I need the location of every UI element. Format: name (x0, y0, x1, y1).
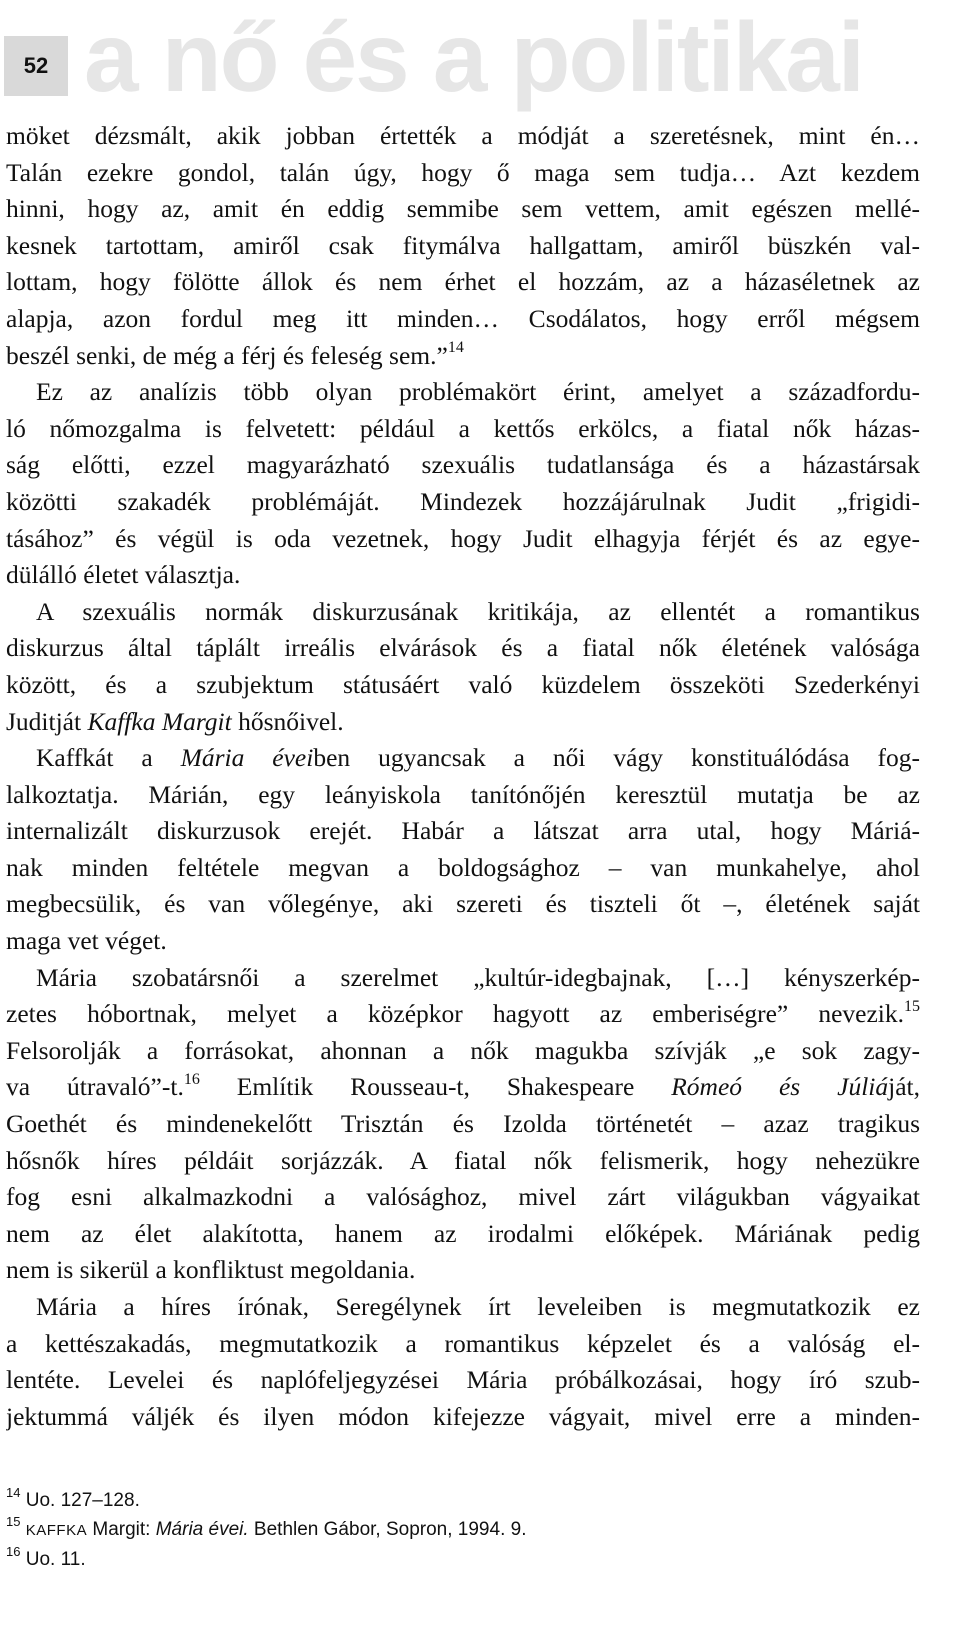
text-line: lottam, hogy fölötte állok és nem érhet el hozzám, az a házaséletnek az (6, 267, 920, 297)
text-line: megbecsülik, és van vőlegénye, aki szereti és tiszteli őt –, életének saját (6, 889, 920, 919)
text-line: ság előtti, ezzel magyarázható szexuális tudatlansága és a házastársak (6, 450, 920, 480)
footnotes (6, 1486, 920, 1574)
italic-title: Rómeó és Júliá (671, 1072, 889, 1102)
text-line: alapja, azon fordul meg itt minden… Csodálatos, hogy erről mégsem (6, 303, 920, 333)
text-line: beszél senki, de még a férj és feleség sem.”$^{14}$ (6, 339, 464, 370)
text-line: nak minden feltétele megvan a boldogsághoz – van munkahelye, ahol (6, 852, 920, 882)
text-line: internalizált diskurzusok erejét. Habár a látszat arra utal, hogy Máriá- (6, 816, 920, 846)
running-head: a nő és a politikai (84, 2, 863, 112)
text-line: tásához” és végül is oda vezetnek, hogy Judit elhagyja férjét és az egye- (6, 523, 920, 553)
text-line: ló nőmozgalma is felvetett: például a kettős erkölcs, a fiatal nők házas- (6, 413, 920, 443)
text-line: diskurzus által táplált irreális elvárások és a fiatal nők életének valósága (6, 633, 920, 663)
text-line: zetes hóbortnak, melyet a középkor hagyott az emberiségre” nevezik.$^{15}$ (6, 997, 920, 1029)
text-line: Kaffkát a Mária éveiben ugyancsak a női vágy konstituálódása fog- (36, 743, 920, 773)
text-line: va útravaló”-t.$^{16}$ Említik Rousseau-t, Shakespeare Rómeó és Júliáját, (6, 1070, 920, 1102)
text-line: Ez az analízis több olyan problémakört érint, amelyet a századfordu- (36, 377, 920, 407)
body-text (6, 118, 920, 1435)
footnote: $^{16}$ Uo. 11. (6, 1543, 86, 1570)
text-line: közötti szakadék problémáját. Mindezek hozzájárulnak Judit „frigidi- (6, 486, 920, 516)
text-line: lalkoztatja. Márián, egy leányiskola tanítónőjén keresztül mutatja be az (6, 779, 920, 809)
footnote-number: 15 (6, 1513, 21, 1529)
footnote-ref: 16 (183, 1070, 200, 1088)
italic-title: Mária évei (180, 743, 314, 773)
text-line: Goethét és mindenekelőtt Trisztán és Izolda történetét – azaz tragikus (6, 1109, 920, 1139)
text-line: között, és a szubjektum státusáért való küzdelem összeköti Szederkényi (6, 669, 920, 699)
text-line: lentéte. Levelei és naplófeljegyzései Mária próbálkozásai, hogy író szub- (6, 1365, 920, 1395)
text-line: Felsorolják a forrásokat, ahonnan a nők magukba szívják „e sok zagy- (6, 1035, 920, 1065)
text-line: maga vet véget. (6, 926, 167, 956)
footnote: $^{15}$ KAFFKA Margit: Mária évei. Bethlen Gábor, Sopron, 1994. 9. (6, 1513, 527, 1540)
text-line: nem is sikerül a konfliktust megoldania. (6, 1255, 416, 1285)
footnote-ref: 14 (447, 339, 464, 357)
page-number: 52 (4, 36, 68, 96)
footnote-ref: 15 (904, 997, 920, 1015)
text-line: möket dézsmált, akik jobban értették a módját a szeretésnek, mint én… (6, 121, 920, 150)
text-line: a kettészakadás, megmutatkozik a romantikus képzelet és a valóság el- (6, 1328, 920, 1358)
text-line: kesnek tartottam, amiről csak fitymálva hallgattam, amiről büszkén val- (6, 230, 920, 260)
text-line: Juditját Kaffka Margit hősnőivel. (6, 706, 344, 736)
footnote: $^{14}$ Uo. 127–128. (6, 1484, 140, 1511)
footnote-number: 16 (6, 1543, 21, 1559)
text-line: hinni, hogy az, amit én eddig semmibe sem vettem, amit egészen mellé- (6, 194, 920, 224)
text-line: dülálló életet választja. (6, 560, 241, 590)
text-line: nem az élet alakította, hanem az irodalmi előképek. Máriának pedig (6, 1218, 920, 1248)
text-line: fog esni alkalmazkodni a valósághoz, mivel zárt világukban vágyaikat (6, 1182, 920, 1212)
text-line: Mária szobatársnői a szerelmet „kultúr-idegbajnak, […] kényszerkép- (36, 962, 920, 992)
text-line: Mária a híres írónak, Seregélynek írt leveleiben is megmutatkozik ez (36, 1292, 920, 1321)
text-line: Talán ezekre gondol, talán úgy, hogy ő maga sem tudja… Azt kezdem (6, 157, 920, 187)
italic-title: Kaffka Margit (87, 706, 232, 736)
footnote-number: 14 (6, 1484, 21, 1500)
text-line: jektummá váljék és ilyen módon kifejezze vágyait, mivel erre a minden- (6, 1401, 920, 1431)
text-line: hősnők híres példáit sorjázzák. A fiatal nők felismerik, hogy nehezükre (6, 1145, 920, 1175)
text-line: A szexuális normák diskurzusának kritikája, az ellentét a romantikus (36, 596, 920, 626)
